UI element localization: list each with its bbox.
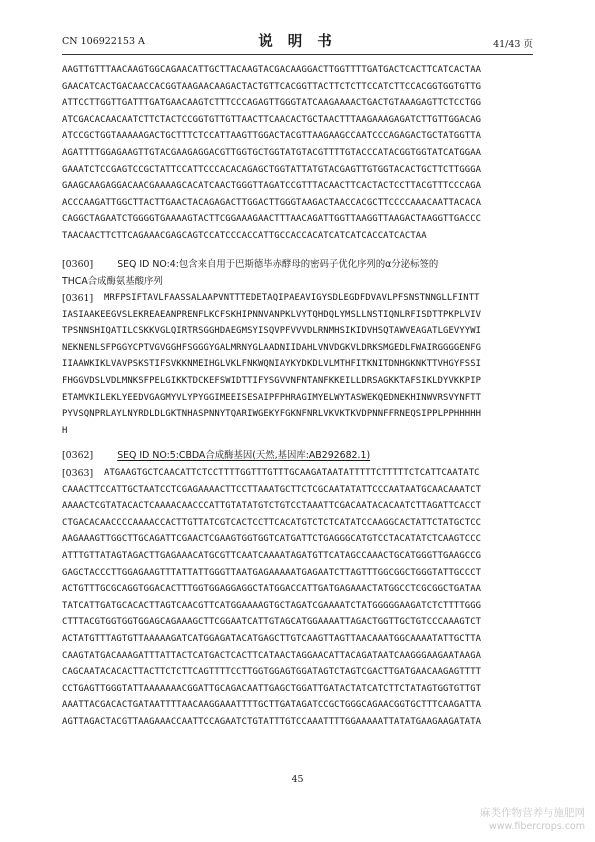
sequence-line: AAGAAAGTTGGCTTGCAGATTCGAACTCGAAGTGGTGGTCATGATTCTGAGGGCATGTCCTACATATCTCAAGTCCC xyxy=(62,534,482,545)
sequence-line: IIAAWKIKLVAVPSKSTIFSVKKNMEIHGLVKLFNKWQNIAYKYDKDLVLMTHFITKNITDNHGKNKTTVHGYFSSI xyxy=(62,359,482,370)
sequence-line: TAACAACTTCTTCAGAAACGAGCAGTCCATCCCACCATTGCCACCACATCATCATCACCATCACTAA xyxy=(62,230,427,241)
sequence-line: AGTTAGACTACGTTAAGAAACCAATTCCAGAATCTGTATTTGTCCAAATTTTGGAAAAATTATATGAAGAAGATATA xyxy=(62,716,482,727)
sequence-line: AGATTTTGGAGAAGTTGTACGAAGAGGACGTTGGTGCTGGTATGTACGTTTTGTACCCATACGGTGGTATCATGGAA xyxy=(62,147,482,158)
watermark-line2: www.fibercrops.com xyxy=(488,821,585,832)
doc-number: CN 106922153 A xyxy=(62,36,145,47)
sequence-line: ACTATGTTTAGTGTTAAAAAGATCATGGAGATACATGAGCTTGTCAAGTTAGTTAACAAATGGCAAAATATTGCTTA xyxy=(62,633,482,644)
sequence-line: ATCGACACAACAATCTTCTACTCCGGTGTTGTTAACTTCAACACTGCTAACTTTAAGAAAGAGATCTTGTTGGACAG xyxy=(62,114,482,125)
para-number: [0360] xyxy=(62,259,94,270)
doc-title: 说 明 书 xyxy=(258,33,337,50)
para-0360-line2: THCA合成酶氨基酸序列 xyxy=(62,275,163,287)
para-number: [0363] xyxy=(62,468,94,479)
sequence-line: ATGAAGTGCTCAACATTCTCCTTTTGGTTTGTTTGCAAGATAATATTTTTCTTTTTCTCATTCAATATC xyxy=(104,468,480,478)
sequence-line: CAGCAATACACACTTACTTCTCTTCAGTTTTCCTTGGTGGAGTGGATAGTCTAGTCGACTTGATGAACAAGAGTTTT xyxy=(62,667,482,678)
sequence-line: IASIAAKEEGVSLEKREAEANPRENFLKCFSKHIPNNVANPKLVYTQHDQLYMSLLNSTIQNLRFISDTTPKPLVIV xyxy=(62,309,482,320)
sequence-line: GAGCTACCCTTGGAGAAGTTTATTATTGGGTTAATGAGAAAAATGAGAATCTTAGTTTGGCGGCTGGGTATTGCCCT xyxy=(62,567,482,578)
sequence-line: NEKNENLSFPGGYCPTVGVGGHFSGGGYGALMRNYGLAADNIIDAHLVNVDGKVLDRKSMGEDLFWAIRGGGGENFG xyxy=(62,342,482,353)
sequence-line: ACTGTTTGCGCAGGTGGACACTTTGGTGGAGGAGGCTATGGACCATTGATGAGAAACTATGGCCTCGCGGCTGATAA xyxy=(62,584,482,595)
sequence-line: CTGACACAACCCCAAAACCACTTGTTATCGTCACTCCTTCACATGTCTCTCATATCCAAGGCACTATTCTATGCTCC xyxy=(62,517,482,528)
sequence-line: GAACATCACTGACAACCACGGTAAGAACAAGACTACTGTTCACGGTTACTTCTCTTCCATCTTCCACGGTGGTGTTG xyxy=(62,81,482,92)
page-header xyxy=(62,30,533,52)
sequence-line: ETAMVKILEKLYEEDVGAGMYVLYPYGGIMEEISESAIPFPHRAGIMYELWYTASWEKQEDNEKHINWVRSVYNFTT xyxy=(62,392,482,403)
page-number: 45 xyxy=(291,774,304,785)
protein-sequence xyxy=(62,290,533,439)
sequence-line: ATTTGTTATAGTAGACTTGAGAAACATGCGTTCAATCAAAATAGATGTTCATAGCCAAACTGCATGGGTTGAAGCCG xyxy=(62,550,482,561)
sequence-line: TATCATTGATGCACACTTAGTCAACGTTCATGGAAAAGTGCTAGATCGAAAATCTATGGGGGAAGATCTCTTTTGGG xyxy=(62,600,482,611)
para-number: [0362] xyxy=(62,450,94,461)
para-number: [0361] xyxy=(62,293,94,304)
sequence-line: AAAACTCGTATACACTCAAAACAACCCATTGTATATGTCTGTCCTAAATTCGACAATACACAATCTTAGATTCACCT xyxy=(62,501,482,512)
sequence-line: CAAGTATGACAAAGATTTATTACTCATGACTCACTTCATAACTAGGAACATTACAGATAATCAAGGGAAGAATAAGA xyxy=(62,650,482,661)
sequence-line: CTTTACGTGGTGGTGGAGCAGAAAGCTTCGGAATCATTGTAGCATGGAAAATTAGACTGGTTGCTGTCCCAAAGTCT xyxy=(62,617,482,628)
watermark xyxy=(480,806,585,834)
sequence-line: PYVSQNPRLAYLNYRDLDLGKTNHASPNNYTQARIWGEKYFGKNFNRLVKVKTKVDPNNFFRNEQSIPPLPPHHHHH xyxy=(62,409,482,420)
sequence-line: CCTGAGTTGGGTATTAAAAAAACGGATTGCAGACAATTGAGCTGGATTGATACTATCATCTTCTATAGTGGTGTTGT xyxy=(62,683,482,694)
header-rule xyxy=(62,54,533,55)
para-0361 xyxy=(62,290,533,439)
gene-sequence xyxy=(62,465,533,731)
sequence-line: GAAATCTCCGAGTCCGCTATTCCATTCCCACACAGAGCTGGTATTATGTACGAGTTGTGGTACACTGCTTCTTGGGA xyxy=(62,164,482,175)
watermark-line1: 麻类作物营养与施肥网 xyxy=(480,807,585,819)
sequence-line: AAGTTGTTTAACAAGTGGCAGAACATTGCTTACAAGTACGACAAGGACTTGGTTTTGATGACTCACTTCATCACTAA xyxy=(62,65,482,75)
page-ratio: 41/43 页 xyxy=(493,39,533,50)
sequence-line: H xyxy=(62,425,68,436)
sequence-line: ATTCCTTGGTTGATTTGATGAACAAGTCTTTCCCAGAGTTGGGTATCAAGAAAACTGACTGTAAAGAGTTCTCCTGG xyxy=(62,98,482,109)
sequence-line: AAATTACGACACTGATAATTTTAACAAGGAAATTTTGCTTGATAGATCCGCTGGGCAGAACGGTGCTTTCAAGATTA xyxy=(62,700,482,711)
sequence-line: FHGGVDSLVDLMNKSFPELGIKKTDCKEFSWIDTTIFYSGVVNFNTANFKKEILLDRSAGKKTAFSIKLDYVKKPIP xyxy=(62,375,482,386)
seq-top-block xyxy=(62,62,533,245)
sequence-line: CAGGCTAGAATCTGGGGTGAAAAGTACTTCGGAAAGAACTTTAACAGATTGGTTAAGGTTAAGACTAAGGTTGACCC xyxy=(62,214,482,225)
sequence-line: TPSNNSHIQATILCSKKVGLQIRTRSGGHDAEGMSYISQVPFVVVDLRNMHSIKIDVHSQTAWVEAGATLGEVYYWI xyxy=(62,326,482,337)
sequence-line: ATCCGCTGGTAAAAAGACTGCTTTCTCCATTAAGTTGGACTACGTTAAGAAGCCAATCCCAGAGACTGCTATGGTTA xyxy=(62,131,482,142)
sequence-line: CAAACTTCCATTGCTAATCCTCGAGAAAACTTCCTTAAATGCTTCTCGCAATATATTCCCAATAATGCAACAAATCT xyxy=(62,484,482,495)
para-0363 xyxy=(62,465,533,731)
sequence-line: MRFPSIFTAVLFAASSALAAPVNTTTEDETAQIPAEAVIGYSDLEGDFDVAVLPFSNSTNNGLLFINTT xyxy=(104,293,480,303)
para-0362-text: SEQ ID NO:5:CBDA合成酶基因(天然,基因库:AB292682.1) xyxy=(117,450,371,461)
para-0362 xyxy=(62,448,533,465)
sequence-line: ACCCAAGATTGGCTTACTTGAACTACAGAGACTTGGACTTGGGTAAGACTAACCACGCTTCCCCAAACAATTACACA xyxy=(62,197,482,208)
para-0360 xyxy=(62,257,533,290)
para-0360-line1: SEQ ID NO:4:包含来自用于巴斯德毕赤酵母的密码子优化序列的α分泌标签的 xyxy=(117,259,439,270)
sequence-line: GAAGCAAGAGGACAACGAAAAGCACATCAACTGGGTTAGATCCGTTTACAACTTCACTACTCCTTACGTTTCCCAGA xyxy=(62,181,482,192)
